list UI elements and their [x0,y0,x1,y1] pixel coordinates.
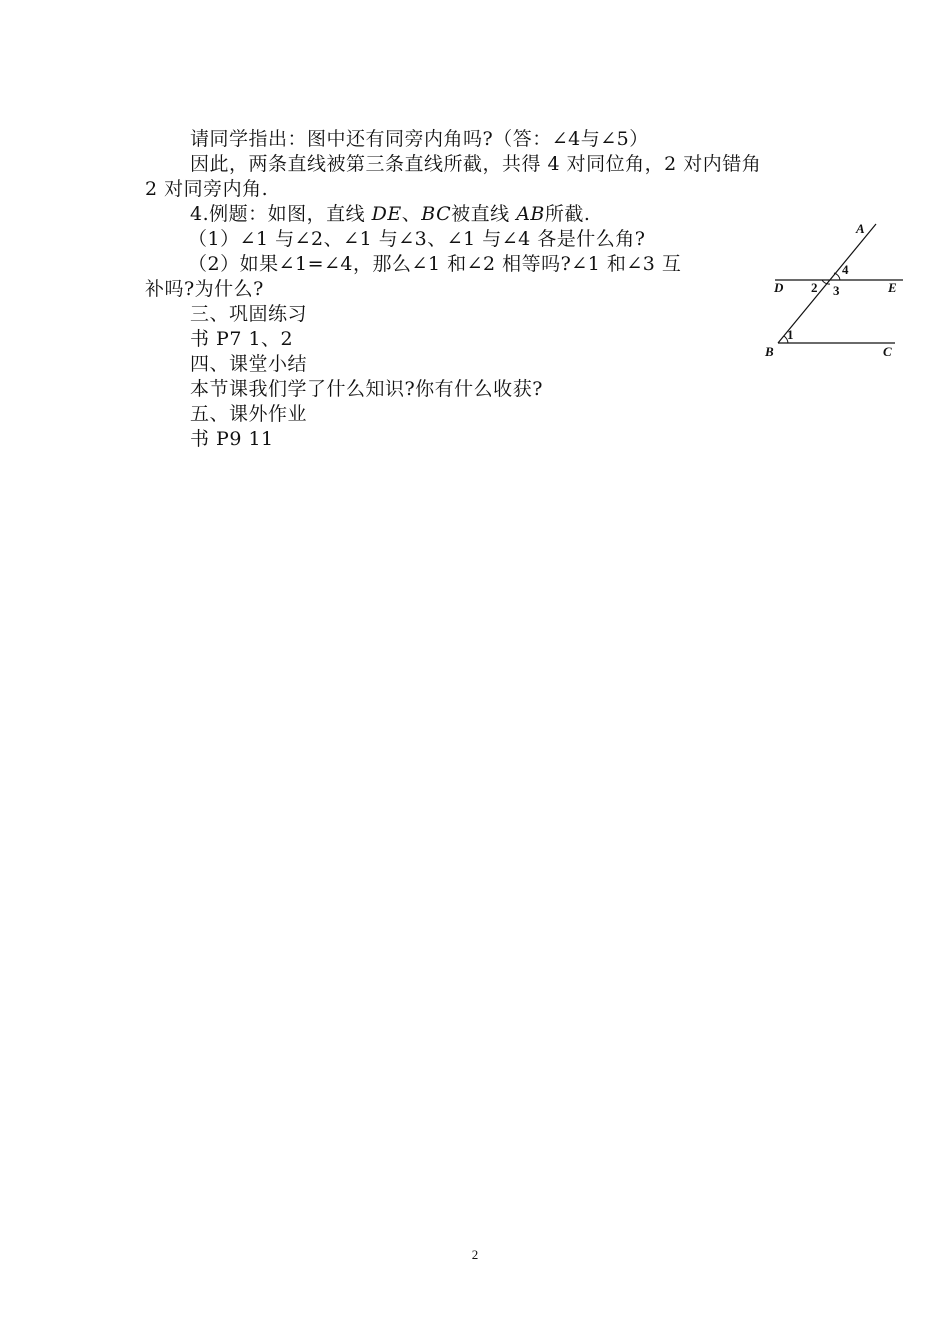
text-line: 请同学指出：图中还有同旁内角吗?（答：∠4与∠5） [190,128,649,150]
label-c: C [883,344,892,359]
label-a: A [856,221,865,236]
text-line: 书 P7 1、2 [190,328,294,350]
section-heading: 三、巩固练习 [190,303,308,325]
question-1: （1）∠1 与∠2、∠1 与∠3、∠1 与∠4 各是什么角? [188,228,646,250]
angle-label-3: 3 [833,283,840,298]
example-heading: 4.例题：如图，直线 DE、BC被直线 AB所截. [190,203,591,225]
section-heading: 五、课外作业 [190,403,308,425]
section-heading: 四、课堂小结 [190,353,308,375]
text-line: 因此，两条直线被第三条直线所截，共得 4 对同位角，2 对内错角 [190,153,762,175]
angle-label-2: 2 [811,280,818,295]
text-line: 补吗?为什么? [145,278,264,300]
angle-label-4: 4 [842,262,849,277]
text-line: 2 对同旁内角. [145,178,269,200]
label-d: D [774,280,784,295]
label-e: E [888,280,897,295]
text-line: 书 P9 11 [190,428,274,450]
label-b: B [765,344,774,359]
text-line: 本节课我们学了什么知识?你有什么收获? [190,378,543,400]
page-number: 2 [471,1247,479,1262]
question-2: （2）如果∠1=∠4，那么∠1 和∠2 相等吗?∠1 和∠3 互 [188,253,682,275]
angle-label-1: 1 [787,327,794,342]
geometry-figure [760,218,910,366]
